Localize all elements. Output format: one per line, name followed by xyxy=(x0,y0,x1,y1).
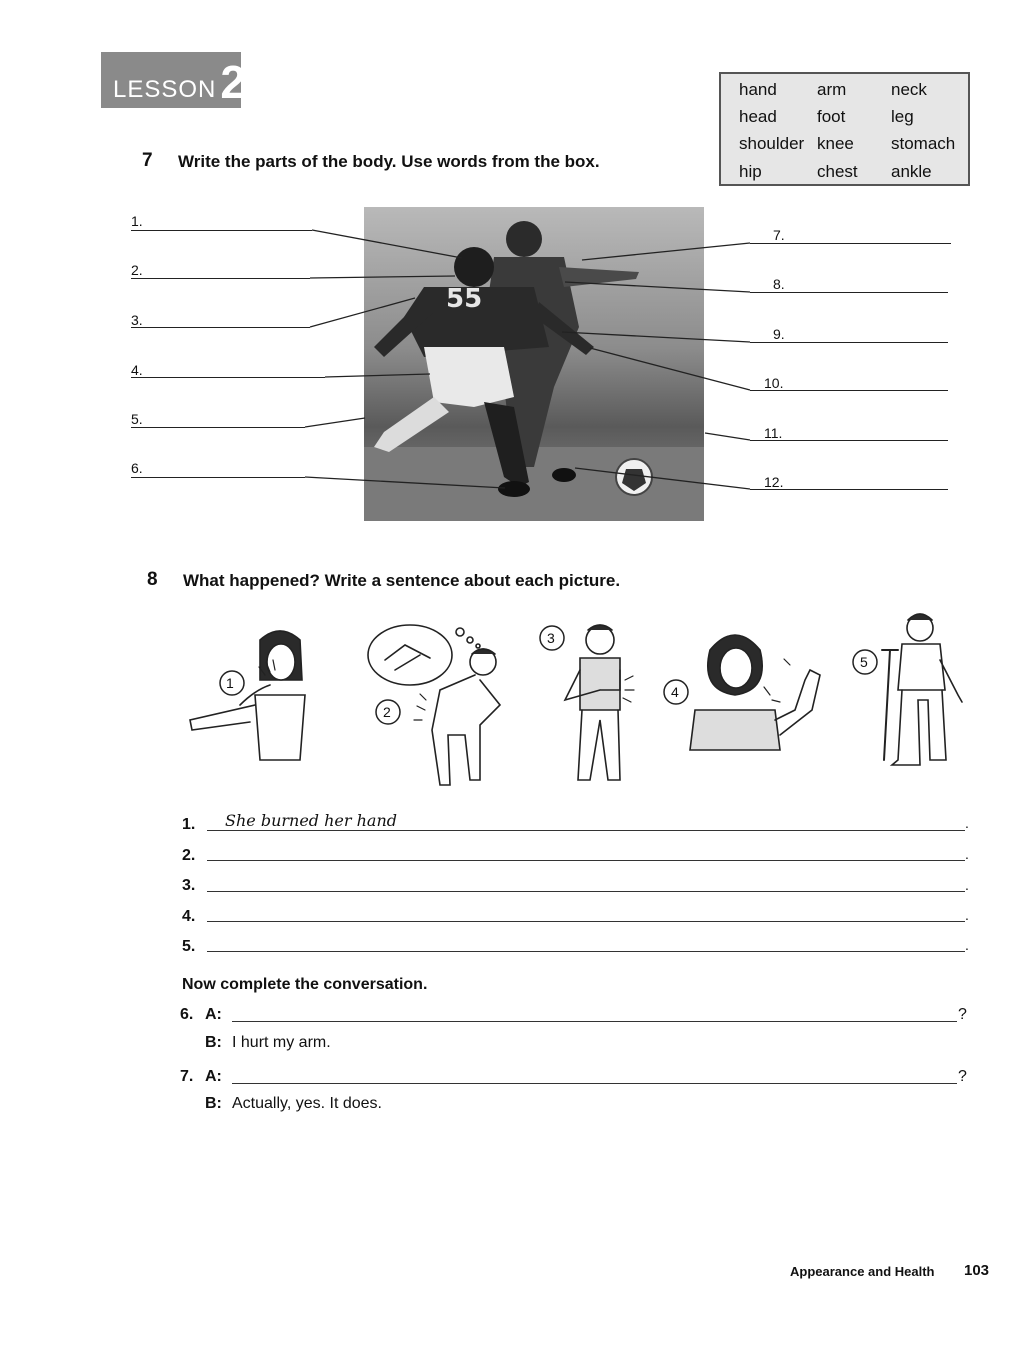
handwritten-answer[interactable]: She burned her hand xyxy=(225,811,398,830)
word-box-word: head xyxy=(739,107,777,126)
answer-line-10[interactable] xyxy=(750,390,948,391)
question-mark: ? xyxy=(958,1068,967,1085)
speaker-a: A: xyxy=(205,1006,222,1023)
illustration-4 xyxy=(690,635,820,750)
sentence-line-3[interactable] xyxy=(207,891,965,892)
word-box-word: neck xyxy=(891,80,927,99)
answer-number: 5. xyxy=(182,938,196,955)
word-box-word: shoulder xyxy=(739,134,805,153)
exercise-7-instruction: Write the parts of the body. Use words from the box. xyxy=(178,152,600,171)
label-number: 7. xyxy=(773,227,785,243)
label-number: 4. xyxy=(131,362,143,378)
answer-number: 3. xyxy=(182,877,196,894)
conversation-q6-number: 6. xyxy=(180,1006,194,1023)
label-number: 9. xyxy=(773,326,785,342)
conversation-instruction: Now complete the conversation. xyxy=(182,976,428,993)
word-box-word: hand xyxy=(739,80,777,99)
word-box-word: chest xyxy=(817,162,858,181)
answer-line-9[interactable] xyxy=(750,342,948,343)
picture-number: 5 xyxy=(860,654,868,670)
lesson-word: LESSON xyxy=(113,76,217,103)
word-box-word: hip xyxy=(739,162,762,181)
picture-number: 4 xyxy=(671,684,679,700)
word-box-word: leg xyxy=(891,107,914,126)
word-box-word: ankle xyxy=(891,162,932,181)
answer-number: 1. xyxy=(182,816,196,833)
answer-line-6[interactable] xyxy=(131,477,305,478)
page-number: 103 xyxy=(964,1262,990,1279)
label-number: 8. xyxy=(773,276,785,292)
conversation-line-6[interactable] xyxy=(232,1021,957,1022)
speaker-b: B: xyxy=(205,1095,222,1112)
response-6: I hurt my arm. xyxy=(232,1034,331,1051)
conversation-q7-number: 7. xyxy=(180,1068,194,1085)
label-number: 2. xyxy=(131,262,143,278)
word-box-word: stomach xyxy=(891,134,956,153)
answer-line-11[interactable] xyxy=(750,440,948,441)
label-leader-lines xyxy=(0,0,1024,560)
illustration-1 xyxy=(190,631,305,760)
answer-line-8[interactable] xyxy=(750,292,948,293)
label-number: 12. xyxy=(764,474,784,490)
label-number: 11. xyxy=(764,425,783,441)
answer-line-12[interactable] xyxy=(750,489,948,490)
answer-line-2[interactable] xyxy=(131,278,310,279)
answer-number: 4. xyxy=(182,908,196,925)
exercise-7-number: 7 xyxy=(142,150,153,171)
picture-number: 1 xyxy=(226,675,234,691)
sentence-line-2[interactable] xyxy=(207,860,965,861)
picture-number: 3 xyxy=(547,630,555,646)
line-end-period: . xyxy=(965,937,969,953)
speaker-a: A: xyxy=(205,1068,222,1085)
line-end-period: . xyxy=(965,846,969,862)
response-7: Actually, yes. It does. xyxy=(232,1095,382,1112)
exercise-8-number: 8 xyxy=(147,569,158,590)
word-box-word: arm xyxy=(817,80,847,99)
illustration-3 xyxy=(565,625,634,780)
line-end-period: . xyxy=(965,815,969,831)
line-end-period: . xyxy=(965,877,969,893)
illustration-5 xyxy=(882,614,962,765)
answer-line-5[interactable] xyxy=(131,427,305,428)
svg-text:55: 55 xyxy=(446,284,483,314)
lesson-number: 2 xyxy=(220,55,246,108)
label-number: 1. xyxy=(131,213,143,229)
question-mark: ? xyxy=(958,1006,967,1023)
injury-illustrations xyxy=(180,610,980,800)
answer-number: 2. xyxy=(182,847,196,864)
label-number: 5. xyxy=(131,411,143,427)
label-number: 6. xyxy=(131,460,143,476)
conversation-line-7[interactable] xyxy=(232,1083,957,1084)
answer-line-3[interactable] xyxy=(131,327,310,328)
exercise-8-instruction: What happened? Write a sentence about each picture. xyxy=(183,571,621,590)
answer-line-7[interactable] xyxy=(750,243,951,244)
label-number: 3. xyxy=(131,312,143,328)
sentence-line-5[interactable] xyxy=(207,951,965,952)
footer-section-title: Appearance and Health xyxy=(790,1264,935,1279)
line-end-period: . xyxy=(965,907,969,923)
word-box-word: knee xyxy=(817,134,854,153)
speaker-b: B: xyxy=(205,1034,222,1051)
sentence-line-1[interactable] xyxy=(207,830,965,831)
picture-number: 2 xyxy=(383,704,391,720)
label-number: 10. xyxy=(764,375,784,391)
answer-line-4[interactable] xyxy=(131,377,325,378)
word-box-word: foot xyxy=(817,107,846,126)
answer-line-1[interactable] xyxy=(131,230,312,231)
sentence-line-4[interactable] xyxy=(207,921,965,922)
